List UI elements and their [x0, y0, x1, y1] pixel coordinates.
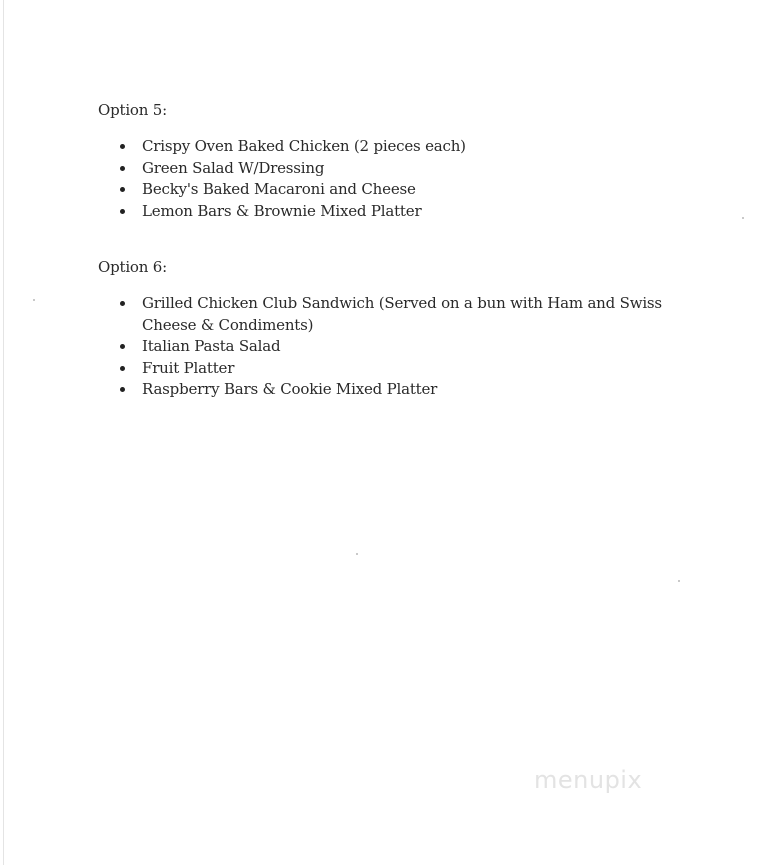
- scan-speck: [356, 553, 358, 555]
- bullet-icon: [120, 187, 125, 192]
- list-item-text: Crispy Oven Baked Chicken (2 pieces each): [142, 137, 466, 155]
- list-item-text: Lemon Bars & Brownie Mixed Platter: [142, 201, 422, 220]
- list-item-text: Raspberry Bars & Cookie Mixed Platter: [142, 380, 438, 398]
- option-6-heading: Option 6:: [98, 258, 167, 276]
- bullet-icon: [120, 366, 125, 371]
- bullet-icon: [120, 344, 125, 349]
- list-item-text: Grilled Chicken Club Sandwich (Served on a bun with Ham and Swiss Cheese & Condiments): [142, 294, 662, 334]
- list-item: [98, 136, 678, 158]
- list-item: [98, 336, 678, 358]
- option-5-section: [98, 100, 678, 222]
- option-6-item-list: [98, 293, 678, 401]
- list-item-text: Becky's Baked Macaroni and Cheese: [142, 180, 416, 198]
- list-item: [98, 358, 678, 380]
- list-item: [98, 293, 678, 336]
- bullet-icon: [120, 144, 125, 149]
- menupix-watermark: menupix: [534, 766, 643, 794]
- list-item: [98, 179, 678, 201]
- scan-speck: [33, 299, 35, 301]
- list-item: [98, 158, 678, 180]
- option-5-item-list: [98, 136, 678, 222]
- option-6-section: [98, 257, 678, 401]
- scan-speck: [678, 580, 680, 582]
- list-item-text: Fruit Platter: [142, 358, 235, 377]
- list-item: [98, 379, 678, 401]
- bullet-icon: [120, 166, 125, 171]
- bullet-icon: [120, 301, 125, 306]
- page-edge: [3, 0, 4, 865]
- option-5-heading: Option 5:: [98, 101, 167, 119]
- scan-speck: [742, 217, 744, 219]
- list-item-text: Italian Pasta Salad: [142, 337, 281, 355]
- bullet-icon: [120, 387, 125, 392]
- list-item: [98, 201, 678, 223]
- list-item-text: Green Salad W/Dressing: [142, 158, 325, 177]
- bullet-icon: [120, 209, 125, 214]
